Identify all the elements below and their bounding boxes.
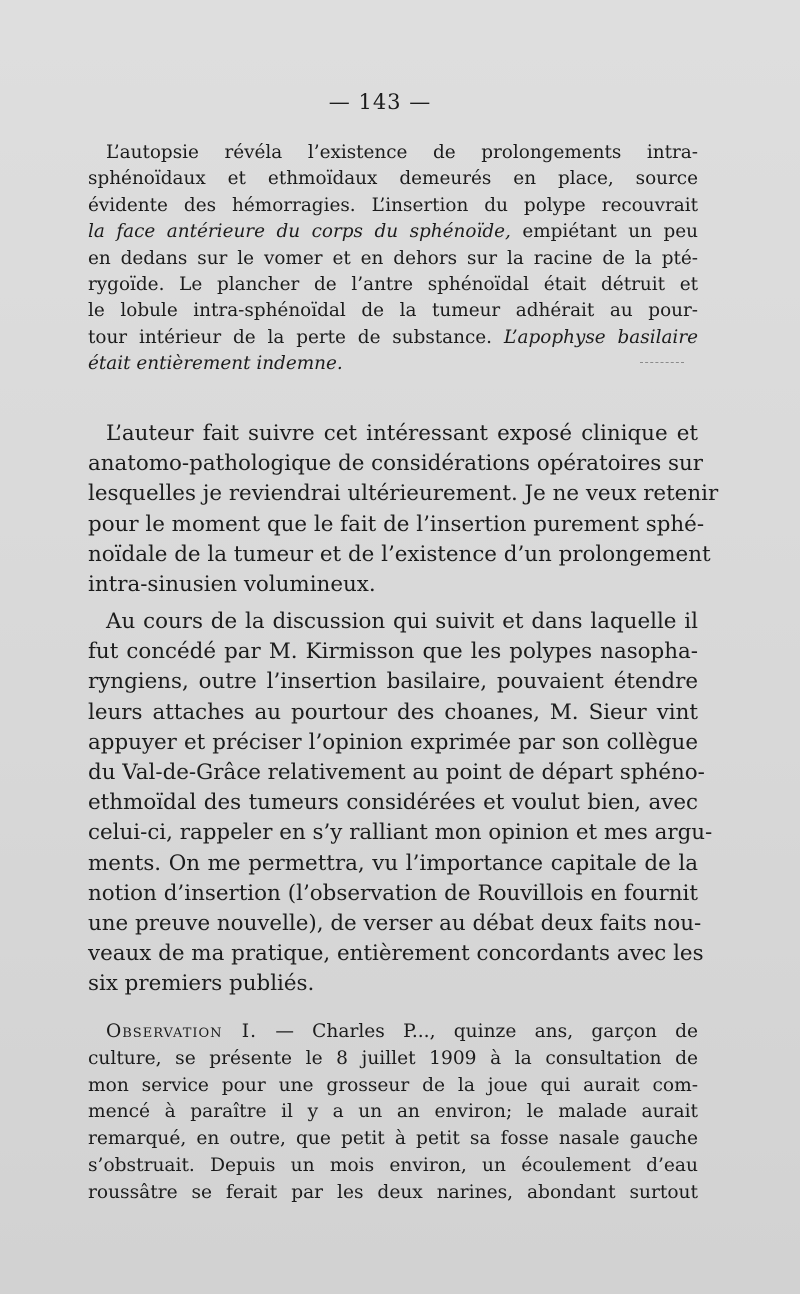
text-line: évidente des hémorragies. L’insertion du polype recouvrait: [88, 194, 698, 216]
italic-text: L’apophyse basilaire: [503, 326, 698, 348]
page-number: — 143 —: [328, 90, 432, 114]
text-line: en dedans sur le vomer et en dehors sur la racine de la pté-: [88, 247, 698, 269]
italic-text: la face antérieure du corps du sphénoïde,: [88, 221, 511, 243]
observation-heading: Observation I.: [106, 1021, 258, 1042]
author-paragraph: [88, 419, 719, 600]
text-line: une preuve nouvelle), de verser au débat deux faits nou-: [88, 911, 702, 937]
text-line: s’obstruait. Depuis un mois environ, un écoulement d’eau: [88, 1154, 698, 1176]
text-line: L’auteur fait suivre cet intéressant exposé clinique et: [106, 421, 698, 446]
text-line-mixed: [88, 1019, 698, 1046]
italic-text: était entièrement indemne.: [88, 353, 343, 375]
text-line: fut concédé par M. Kirmisson que les polypes nasopha-: [88, 639, 698, 665]
text-line: culture, se présente le 8 juillet 1909 à la consultation de: [88, 1047, 698, 1069]
text-line: ryngiens, outre l’insertion basilaire, pouvaient étendre: [88, 669, 698, 695]
autopsy-paragraph: [88, 140, 698, 378]
text-line: lesquelles je reviendrai ultérieurement. Je ne veux retenir: [88, 481, 719, 507]
text-line: ments. On me permettra, vu l’importance capitale de la: [88, 850, 698, 876]
text-line: L’autopsie révéla l’existence de prolongements intra-: [106, 142, 698, 163]
text-line-mixed: [88, 219, 698, 245]
discussion-paragraph: [88, 607, 713, 1000]
text-line-mixed: [88, 325, 698, 351]
text-line: ethmoïdal des tumeurs considérées et voulut bien, avec: [88, 790, 698, 816]
text-line: intra-sinusien volumineux.: [88, 572, 376, 598]
observation-paragraph: [88, 1019, 698, 1207]
text-line: six premiers publiés.: [88, 971, 315, 997]
text-line: sphénoïdaux et ethmoïdaux demeurés en place, source: [88, 168, 698, 190]
text-line: mencé à paraître il y a un an environ; le malade aurait: [88, 1101, 698, 1123]
text-line: anatomo-pathologique de considérations opératoires sur: [88, 451, 703, 477]
text-line: du Val-de-Grâce relativement au point de départ sphéno-: [88, 760, 705, 786]
text-fragment: — Charles P..., quinze ans, garçon de: [257, 1021, 698, 1042]
text-line: rygoïde. Le plancher de l’antre sphénoïdal était détruit et: [88, 274, 698, 296]
text-line: [88, 351, 698, 377]
text-line: remarqué, en outre, que petit à petit sa fosse nasale gauche: [88, 1128, 698, 1150]
text-line: celui-ci, rappeler en s’y ralliant mon opinion et mes argu-: [88, 820, 713, 846]
text-fragment: empiétant un peu: [510, 221, 698, 243]
separator-dots: [640, 362, 684, 365]
text-fragment: tour intérieur de la perte de substance.: [88, 326, 493, 348]
text-line: veaux de ma pratique, entièrement concordants avec les: [88, 941, 704, 967]
text-line: roussâtre se ferait par les deux narines, abondant surtout: [88, 1181, 698, 1203]
text-line: Au cours de la discussion qui suivit et dans laquelle il: [106, 609, 698, 634]
text-line: leurs attaches au pourtour des choanes, M. Sieur vint: [88, 699, 698, 725]
text-line: mon service pour une grosseur de la joue qui aurait com-: [88, 1074, 698, 1096]
text-line: le lobule intra-sphénoïdal de la tumeur adhérait au pour-: [88, 300, 698, 322]
text-line: pour le moment que le fait de l’insertion purement sphé-: [88, 511, 705, 537]
text-line: appuyer et préciser l’opinion exprimée par son collègue: [88, 729, 698, 755]
text-line: notion d’insertion (l’observation de Rouvillois en fournit: [88, 880, 698, 906]
text-line: noïdale de la tumeur et de l’existence d’un prolongement: [88, 541, 711, 567]
